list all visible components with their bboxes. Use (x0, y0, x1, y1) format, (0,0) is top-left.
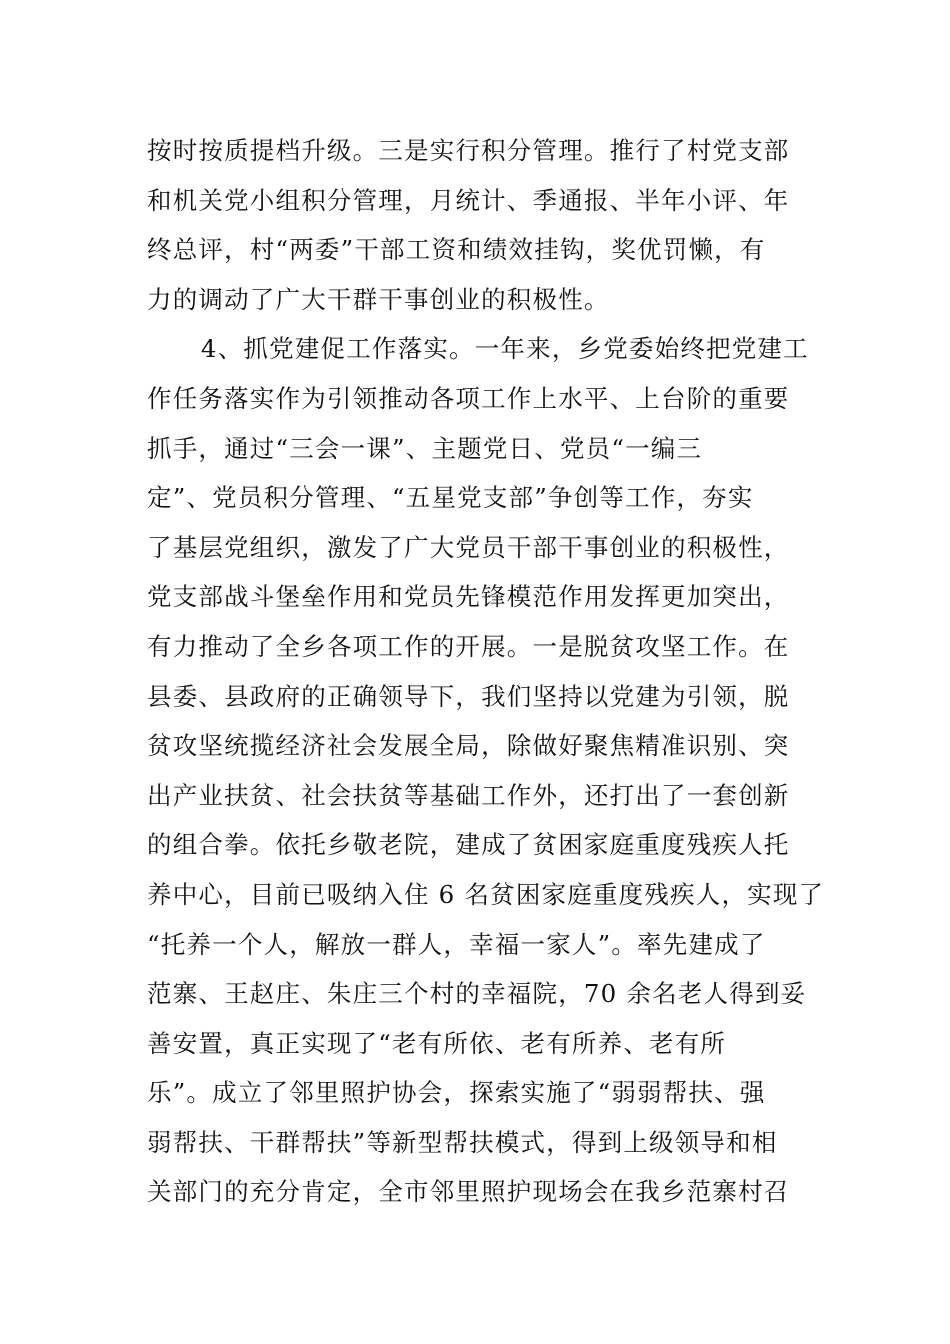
body-text (147, 126, 827, 1217)
text-line: “托养一个人，解放一群人，幸福一家人”。率先建成了 (147, 929, 766, 959)
text-line: 善安置，真正实现了“老有所依、老有所养、老有所 (147, 1028, 727, 1058)
text-line: 养中心，目前已吸纳入住 6 名贫困家庭重度残疾人，实现了 (147, 879, 825, 909)
text-line: 弱帮扶、干群帮扶”等新型帮扶模式，得到上级领导和相 (147, 1127, 778, 1157)
text-line: 关部门的充分肯定，全市邻里照护现场会在我乡范寨村召 (147, 1177, 790, 1207)
text-line: 和机关党小组积分管理，月统计、季通报、半年小评、年 (147, 185, 790, 215)
text-line: 了基层党组织，激发了广大党员干部干事创业的积极性， (147, 532, 790, 562)
text-line: 定”、党员积分管理、“五星党支部”争创等工作，夯实 (147, 483, 754, 513)
text-line: 县委、县政府的正确领导下，我们坚持以党建为引领，脱 (147, 681, 790, 711)
text-line: 按时按质提档升级。三是实行积分管理。推行了村党支部 (147, 136, 790, 165)
text-line: 作任务落实作为引领推动各项工作上水平、上台阶的重要 (147, 383, 790, 413)
text-line: 终总评，村“两委”干部工资和绩效挂钩，奖优罚懒，有 (147, 235, 766, 265)
text-line: 乐”。成立了邻里照护协会，探索实施了“弱弱帮扶、强 (147, 1078, 766, 1108)
text-line: 贫攻坚统揽经济社会发展全局，除做好聚焦精准识别、突 (147, 731, 790, 761)
text-line: 出产业扶贫、社会扶贫等基础工作外，还打出了一套创新 (147, 780, 790, 810)
text-line: 抓手，通过“三会一课”、主题党日、党员“一编三 (147, 433, 703, 463)
text-line: 有力推动了全乡各项工作的开展。一是脱贫攻坚工作。在 (147, 631, 790, 661)
text-line: 党支部战斗堡垒作用和党员先锋模范作用发挥更加突出， (147, 582, 790, 612)
text-line: 范寨、王赵庄、朱庄三个村的幸福院，70 余名老人得到妥 (147, 979, 807, 1009)
text-line: 的组合拳。依托乡敬老院，建成了贫困家庭重度残疾人托 (147, 830, 790, 860)
paragraph-start-line: 4、抓党建促工作落实。一年来，乡党委始终把党建工 (147, 334, 809, 364)
text-line: 力的调动了广大干群干事创业的积极性。 (147, 284, 610, 314)
